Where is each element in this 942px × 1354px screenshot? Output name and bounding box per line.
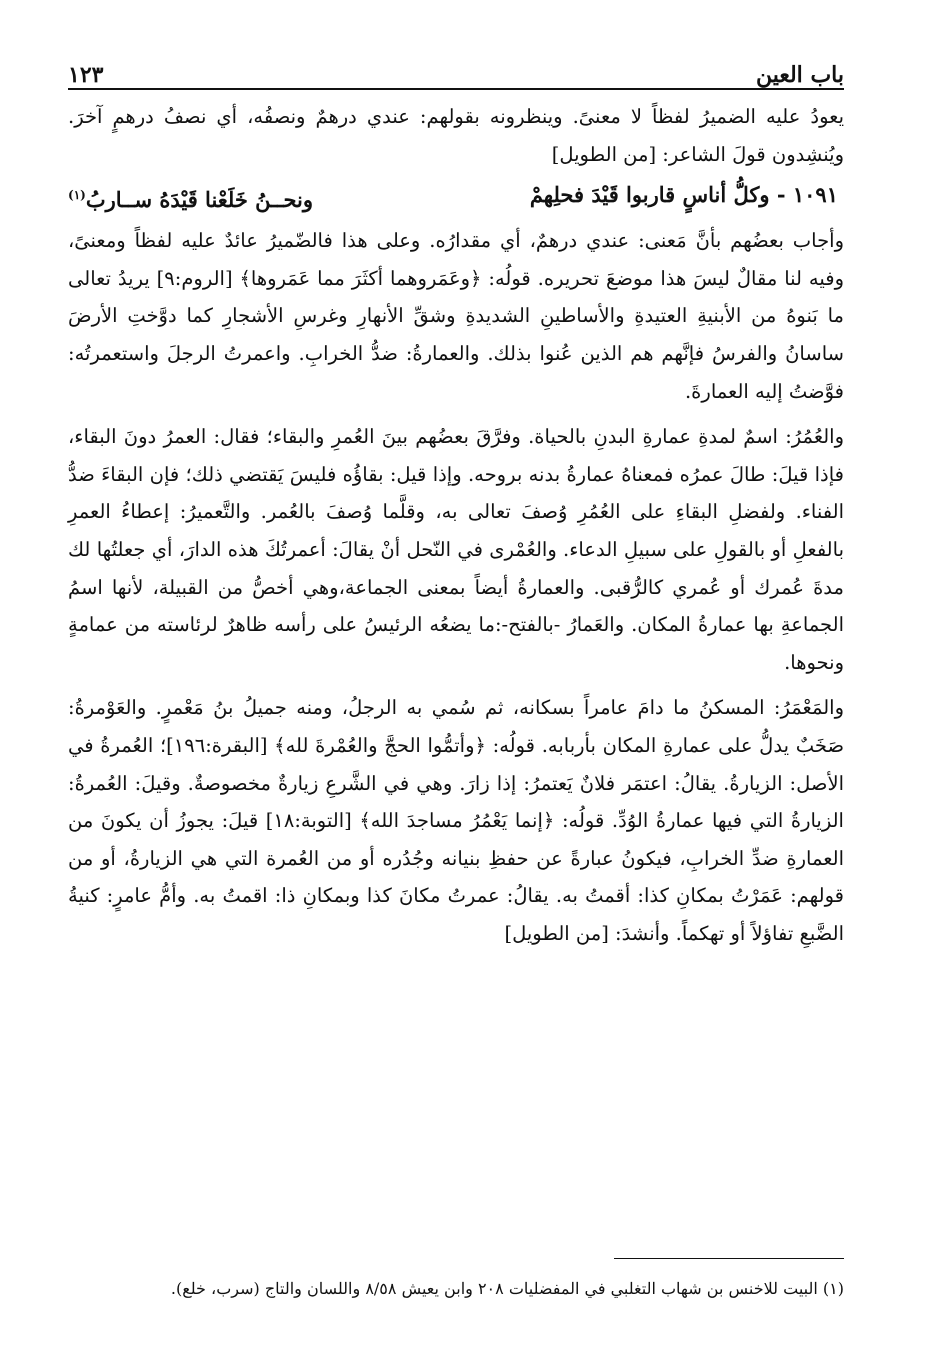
page-header <box>68 52 844 90</box>
verse-first-hemistich: ١٠٩١ - وكلُّ أناسٍ قاربوا قَيْدَ فحلِهمْ <box>529 182 838 208</box>
chapter-title: باب العين <box>755 62 844 88</box>
verse-second-hemistich: ونحــنُ خَلَعْنا قَيْدَهُ ســاربُ <box>85 187 314 213</box>
footnote-marker[interactable]: (١) <box>68 188 86 203</box>
verse-second-hemistich-wrap <box>68 173 313 222</box>
poetry-verse <box>68 173 844 222</box>
paragraph-3: والعُمُرُ: اسمٌ لمدةِ عمارةِ البدنِ بالحياة. وفرَّقَ بعضُهم بينَ العُمرِ والبقاء؛ فقال: العمرُ دونَ البقاء، فإذا قيلَ: طالَ عمرُه فمعناهُ عمارةُ بدنه بروحه. وإذا قيل: بقاؤُه فليسَ يَقتضي ذلك؛ فإن البقاءَ ضدُّ الفناء. ولفضلِ البقاءِ على العُمُرِ وُصفَ تعالى به، وقلَّما وُصفَ بالعُمر. والتَّعميرُ: إعطاءُ العمرِ بالفعلِ أو بالقولِ على سبيلِ الدعاء. والعُمْرى في النّحل أنْ يقالَ: أعمرتُكَ هذه الدارَ، أي جعلتُها لك مدةَ عُمرك أو عُمري كالرُّقبى. والعمارةُ أيضاً بمعنى الجماعة،وهي أخصُّ من القبيلة، لأنها اسمُ الجماعةِ بها عمارةُ المكان. والعَمارُ -بالفتح-:ما يضعُه الرئيسُ على رأسه ظاهرٌ لرئاسته من عمامةٍ ونحوها. <box>68 425 844 674</box>
paragraph-1: يعودُ عليه الضميرُ لفظاً لا معنىً. وينظرونه بقولهم: عندي درهمٌ ونصفُه، أي نصفُ درهمٍ آخرَ. ويُنشِدون قولَ الشاعر: [من الطويل] <box>68 105 844 166</box>
document-page <box>68 52 845 1298</box>
footnote: (١) البيت للاخنس بن شهاب التغلبي في المفضليات ٢٠٨ وابن يعيش ٨/٥٨ واللسان والتاج (سرب، خلع). <box>170 1279 844 1298</box>
paragraph-2: وأجاب بعضُهم بأنَّ مَعنى: عندي درهمٌ، أي مقدارُه. وعلى هذا فالضّميرُ عائدٌ عليه لفظاً ومعنىً، وفيه لنا مقالٌ ليسَ هذا موضعَ تحريره. قولُه: ﴿وعَمَروهما أكثَرَ مما عَمَروها﴾ [الروم:٩] يريدُ تعالى ما بَنوهُ من الأبنيةِ العتيدةِ والأساطينِ الشديدةِ وشقِّ الأنهارِ وغرسِ الأشجارِ كما دوَّختِ الأرضَ ساسانُ والفرسُ فإنَّهم هم الذين عُنوا بذلك. والعمارةُ: ضدُّ الخرابِ. واعمرتُ الرجلَ واستعمرتُه: فوَّضتُ إليه العمارةَ. <box>68 229 844 403</box>
page-number: ١٢٣ <box>68 62 104 88</box>
paragraph-4: والمَعْمَرُ: المسكنُ ما دامَ عامراً بسكانه، ثم سُمي به الرجلُ، ومنه جميلُ بنُ مَعْمرٍ. والعَوْمرةُ: صَخَبٌ يدلُّ على عمارةِ المكان بأربابه. قولُه: ﴿وأتمُّوا الحجَّ والعُمْرةَ لله﴾ [البقرة:١٩٦]؛ العُمرةُ في الأصل: الزيارةُ. يقالُ: اعتمَر فلانٌ يَعتمرُ: إذا زارَ. وهي في الشَّرعِ زيارةٌ مخصوصةٌ. وقيلَ: العُمرةُ: الزيارةُ التي فيها عمارةُ الوُدِّ. قولُه: ﴿إنما يَعْمُرُ مساجدَ الله﴾ [التوبة:١٨] قيلَ: يجوزُ أن يكونَ من العمارةِ ضدِّ الخرابِ، فيكونُ عبارةً عن حفظِ بنيانه وجُدُره أو من العُمرة التي هي الزيارةُ، أو من قولهم: عَمَرْتُ بمكانِ كذا: أقمتُ به. يقالُ: عمرتُ مكانَ كذا وبمكانِ ذا: اقمتُ به. وأمُّ عامرٍ: كنيةُ الضَّبعِ تفاؤلاً أو تهكماً. وأنشدَ: [من الطويل] <box>68 696 845 945</box>
main-text <box>68 98 844 952</box>
footnote-divider <box>614 1258 844 1259</box>
